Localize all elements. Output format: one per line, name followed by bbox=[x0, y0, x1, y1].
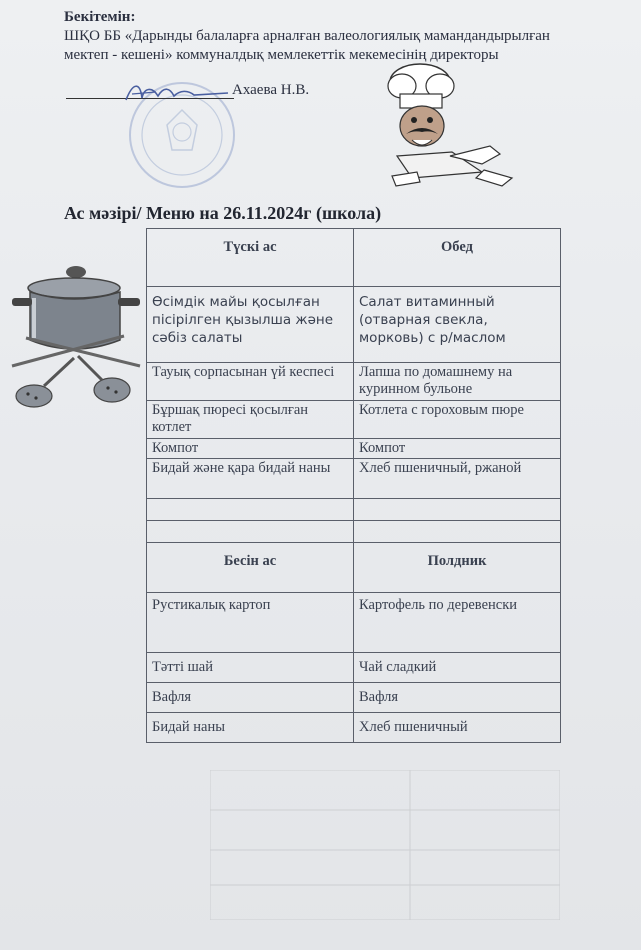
snack-header-ru: Полдник bbox=[354, 543, 561, 593]
dish-ru: Компот bbox=[354, 439, 561, 459]
table-row bbox=[147, 593, 561, 653]
dish-kz: Бидай және қара бидай наны bbox=[147, 459, 354, 499]
table-row bbox=[147, 439, 561, 459]
dish-ru: Хлеб пшеничный bbox=[354, 713, 561, 743]
dish-kz: Вафля bbox=[147, 683, 354, 713]
dish-kz: Бұршақ пюресі қосылған котлет bbox=[147, 401, 354, 439]
handwritten-signature bbox=[118, 78, 238, 108]
menu-table bbox=[146, 228, 561, 743]
dish-kz: Тәтті шай bbox=[147, 653, 354, 683]
table-row bbox=[147, 653, 561, 683]
dish-kz: Өсімдік майы қосылған пісірілген қызылша және сәбіз салаты bbox=[147, 287, 354, 363]
dish-ru: Чай сладкий bbox=[354, 653, 561, 683]
empty-row bbox=[147, 521, 561, 543]
approval-org-line2: мектеп - кешені» коммуналдық мемлекеттік мекемесінің директоры bbox=[64, 47, 499, 63]
dish-kz: Рустикалық картоп bbox=[147, 593, 354, 653]
lunch-header-row bbox=[147, 229, 561, 287]
dish-ru: Салат витаминный (отварная свекла, морковь) с р/маслом bbox=[354, 287, 561, 363]
dish-ru: Картофель по деревенски bbox=[354, 593, 561, 653]
table-row bbox=[147, 287, 561, 363]
dish-ru: Котлета с гороховым пюре bbox=[354, 401, 561, 439]
dish-ru: Вафля bbox=[354, 683, 561, 713]
empty-row bbox=[147, 499, 561, 521]
table-row bbox=[147, 401, 561, 439]
table-row bbox=[147, 459, 561, 499]
approval-title: Бекітемін: bbox=[64, 9, 136, 25]
table-row bbox=[147, 363, 561, 401]
dish-kz: Бидай наны bbox=[147, 713, 354, 743]
table-row bbox=[147, 713, 561, 743]
dish-kz: Тауық сорпасынан үй кеспесі bbox=[147, 363, 354, 401]
lunch-header-kz: Түскі ас bbox=[147, 229, 354, 287]
director-name: Ахаева Н.В. bbox=[232, 82, 310, 98]
dish-ru: Лапша по домашнему на куринном бульоне bbox=[354, 363, 561, 401]
snack-header-row bbox=[147, 543, 561, 593]
cooking-pot-illustration bbox=[4, 258, 146, 414]
lunch-header-ru: Обед bbox=[354, 229, 561, 287]
table-row bbox=[147, 683, 561, 713]
chef-illustration bbox=[372, 60, 522, 200]
menu-heading: Ас мәзірі/ Меню на 26.11.2024г (школа) bbox=[64, 203, 382, 223]
approval-block bbox=[64, 8, 604, 65]
dish-kz: Компот bbox=[147, 439, 354, 459]
bleed-through-shadow bbox=[210, 770, 560, 920]
approval-org-line1: ШҚО ББ «Дарынды балаларға арналған валеологиялық мамандандырылған bbox=[64, 28, 550, 44]
snack-header-kz: Бесін ас bbox=[147, 543, 354, 593]
dish-ru: Хлеб пшеничный, ржаной bbox=[354, 459, 561, 499]
